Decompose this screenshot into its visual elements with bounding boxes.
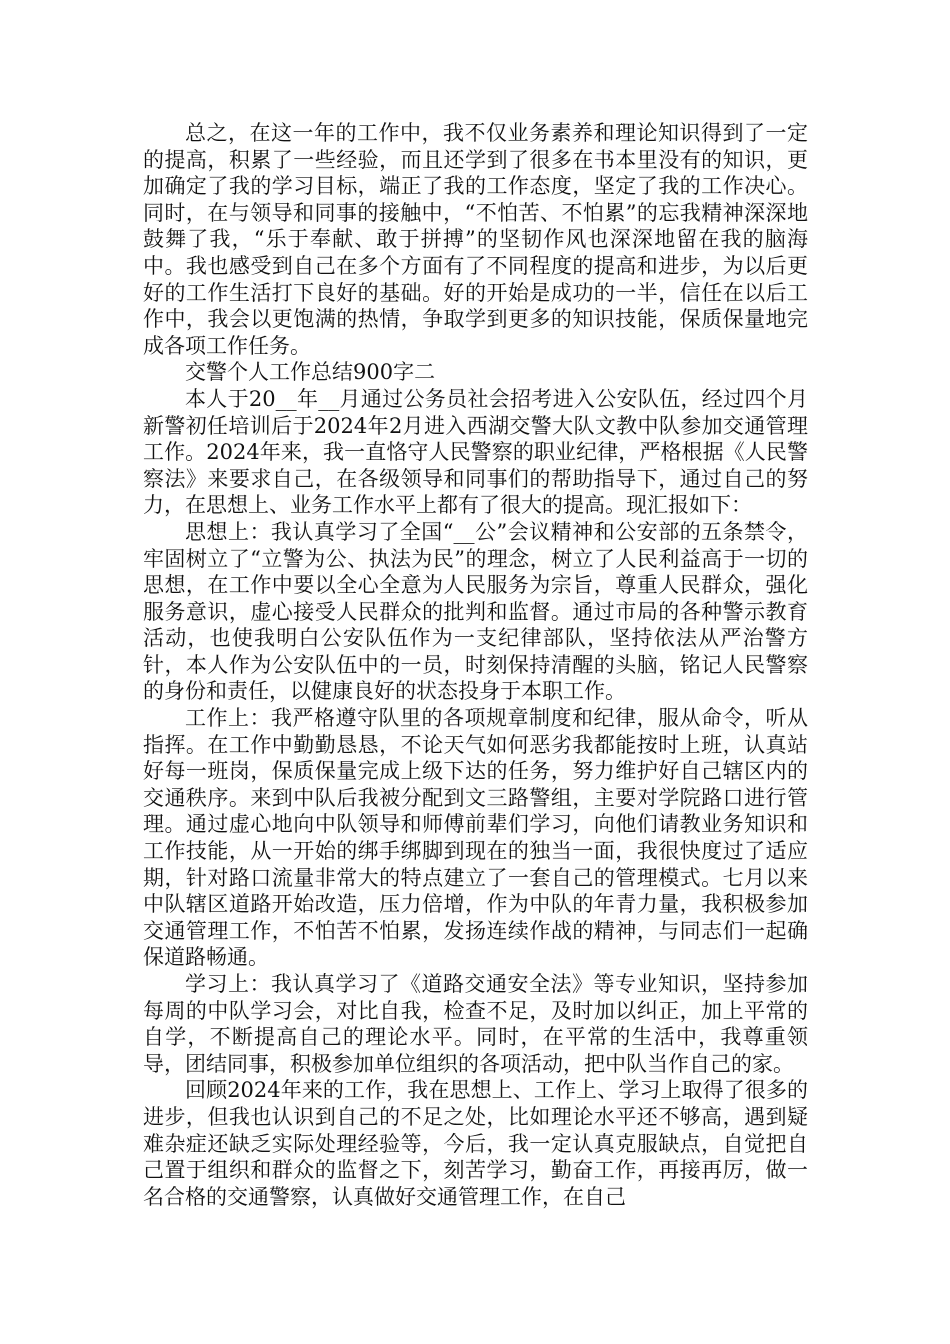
section-heading: 交警个人工作总结900字二 (185, 360, 436, 385)
paragraph-intro: 本人于20__年__月通过公务员社会招考进入公安队伍，经过四个月新警初任培训后于2024年2月进入西湖交警大队文教中队参加交通管理工作。2024年来，我一直恪守人民警察的职业纪律，严格根据《人民警察法》来要求自己，在各级领导和同事们的帮助指导下，通过自己的努力，在思想上、业务工作水平上都有了很大的提高。现汇报如下： (143, 386, 808, 518)
paragraph-thought: 思想上：我认真学习了全国“__公”会议精神和公安部的五条禁令，牢固树立了“立警为公、执法为民”的理念，树立了人民利益高于一切的思想，在工作中要以全心全意为人民服务为宗旨，尊重人民群众，强化服务意识，虚心接受人民群众的批判和监督。通过市局的各种警示教育活动，也使我明白公安队伍作为一支纪律部队，坚持依法从严治警方针，本人作为公安队伍中的一员，时刻保持清醒的头脑，铭记人民警察的身份和责任，以健康良好的状态投身于本职工作。 (143, 519, 808, 704)
document-body (143, 120, 808, 1210)
paragraph-study: 学习上：我认真学习了《道路交通安全法》等专业知识，坚持参加每周的中队学习会，对比自我，检查不足，及时加以纠正，加上平常的自学，不断提高自己的理论水平。同时，在平常的生活中，我尊重领导，团结同事，积极参加单位组织的各项活动，把中队当作自己的家。 (143, 972, 808, 1076)
paragraph-review: 回顾2024年来的工作，我在思想上、工作上、学习上取得了很多的进步，但我也认识到自己的不足之处，比如理论水平还不够高，遇到疑难杂症还缺乏实际处理经验等，今后，我一定认真克服缺点，自觉把自己置于组织和群众的监督之下，刻苦学习，勤奋工作，再接再厉，做一名合格的交通警察，认真做好交通管理工作，在自己 (143, 1078, 808, 1209)
paragraph-work: 工作上：我严格遵守队里的各项规章制度和纪律，服从命令，听从指挥。在工作中勤勤恳恳，不论天气如何恶劣我都能按时上班，认真站好每一班岗，保质保量完成上级下达的任务，努力维护好自己辖区内的交通秩序。来到中队后我被分配到文三路警组，主要对学院路口进行管理。通过虚心地向中队领导和师傅前辈们学习，向他们请教业务知识和工作技能，从一开始的绑手绑脚到现在的独当一面，我很快度过了适应期，针对路口流量非常大的特点建立了一套自己的管理模式。七月以来中队辖区道路开始改造，压力倍增，作为中队的年青力量，我积极参加交通管理工作，不怕苦不怕累，发扬连续作战的精神，与同志们一起确保道路畅通。 (143, 706, 808, 970)
paragraph-summary: 总之，在这一年的工作中，我不仅业务素养和理论知识得到了一定的提高，积累了一些经验，而且还学到了很多在书本里没有的知识，更加确定了我的学习目标，端正了我的工作态度，坚定了我的工作决心。同时，在与领导和同事的接触中，“不怕苦、不怕累”的忘我精神深深地鼓舞了我，“乐于奉献、敢于拼搏”的坚韧作风也深深地留在我的脑海中。我也感受到自己在多个方面有了不同程度的提高和进步，为以后更好的工作生活打下良好的基础。好的开始是成功的一半，信任在以后工作中，我会以更饱满的热情，争取学到更多的知识技能，保质保量地完成各项工作任务。 (143, 121, 808, 358)
